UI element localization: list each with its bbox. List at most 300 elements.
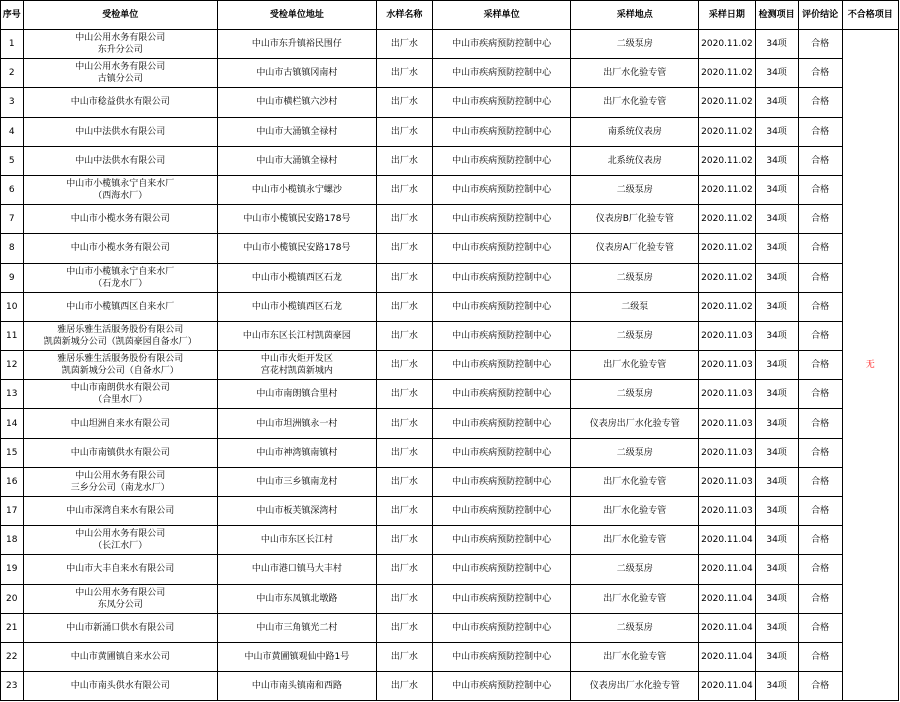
cell-seq: 15 (1, 438, 24, 467)
cell-address-line: 中山市坦洲镇永一村 (256, 418, 338, 429)
cell-date: 2020.11.02 (699, 146, 755, 175)
cell-location: 仪表房A厂化验专管 (571, 234, 699, 263)
cell-unit-line: 中山市黄圃镇自来水公司 (70, 652, 170, 663)
cell-sampler: 中山市疾病预防控制中心 (433, 409, 571, 438)
cell-unit (23, 467, 218, 496)
cell-seq: 11 (1, 321, 24, 350)
cell-sampler: 中山市疾病预防控制中心 (433, 380, 571, 409)
cell-unit-line: 中山市深湾自来水有限公司 (66, 506, 175, 517)
cell-result: 合格 (798, 497, 842, 526)
header-address: 受检单位地址 (218, 1, 377, 30)
cell-seq: 23 (1, 672, 24, 701)
cell-sampler: 中山市疾病预防控制中心 (433, 584, 571, 613)
cell-date: 2020.11.02 (699, 205, 755, 234)
cell-result: 合格 (798, 438, 842, 467)
cell-unit-line: 中山市新涌口供水有限公司 (66, 622, 175, 633)
table-header (1, 1, 899, 30)
cell-seq: 3 (1, 88, 24, 117)
cell-unit-line: 中山坦洲自来水有限公司 (70, 418, 170, 429)
cell-date: 2020.11.03 (699, 409, 755, 438)
cell-sample: 出厂水 (376, 59, 432, 88)
header-sampler: 采样单位 (433, 1, 571, 30)
cell-address (218, 175, 377, 204)
cell-result: 合格 (798, 175, 842, 204)
cell-seq: 10 (1, 292, 24, 321)
cell-location: 南系统仪表房 (571, 117, 699, 146)
table-row (1, 642, 899, 671)
cell-address (218, 292, 377, 321)
cell-sample: 出厂水 (376, 351, 432, 380)
cell-result: 合格 (798, 88, 842, 117)
table-body (1, 30, 899, 701)
cell-address-line: 宫花村凯茵新城内 (260, 366, 333, 377)
cell-sampler: 中山市疾病预防控制中心 (433, 146, 571, 175)
cell-unit (23, 30, 218, 59)
cell-items: 34项 (755, 292, 798, 321)
cell-unit-line: 古镇分公司 (97, 74, 143, 85)
cell-unit-line: 中山公用水务有限公司 (75, 33, 166, 44)
table-row (1, 555, 899, 584)
cell-address-line: 中山市东区长江村凯茵豪园 (242, 330, 351, 341)
cell-unit (23, 526, 218, 555)
cell-sample: 出厂水 (376, 30, 432, 59)
cell-seq: 1 (1, 30, 24, 59)
cell-address-line: 中山市小榄镇西区石龙 (251, 301, 342, 312)
cell-date: 2020.11.03 (699, 321, 755, 350)
cell-location: 出厂水化验专管 (571, 88, 699, 117)
table-row (1, 584, 899, 613)
cell-address (218, 117, 377, 146)
cell-result: 合格 (798, 292, 842, 321)
cell-location: 二级泵房 (571, 380, 699, 409)
table-row (1, 117, 899, 146)
cell-address-line: 中山市三乡镇南龙村 (256, 476, 338, 487)
cell-sampler: 中山市疾病预防控制中心 (433, 613, 571, 642)
cell-result: 合格 (798, 380, 842, 409)
cell-unit-line: 中山公用水务有限公司 (75, 470, 166, 481)
cell-address (218, 526, 377, 555)
cell-unit-line: 中山公用水务有限公司 (75, 587, 166, 598)
cell-date: 2020.11.02 (699, 175, 755, 204)
cell-unit (23, 613, 218, 642)
cell-unit-line: 中山市小榄水务有限公司 (70, 214, 170, 225)
cell-sampler: 中山市疾病预防控制中心 (433, 88, 571, 117)
cell-address (218, 146, 377, 175)
cell-seq: 7 (1, 205, 24, 234)
cell-unit (23, 351, 218, 380)
cell-seq: 17 (1, 497, 24, 526)
cell-sampler: 中山市疾病预防控制中心 (433, 175, 571, 204)
cell-items: 34项 (755, 642, 798, 671)
cell-date: 2020.11.03 (699, 380, 755, 409)
cell-sample: 出厂水 (376, 234, 432, 263)
table-row (1, 59, 899, 88)
cell-seq: 4 (1, 117, 24, 146)
cell-unit (23, 584, 218, 613)
cell-sampler: 中山市疾病预防控制中心 (433, 205, 571, 234)
cell-items: 34项 (755, 263, 798, 292)
table-row (1, 30, 899, 59)
cell-location: 出厂水化验专管 (571, 59, 699, 88)
cell-result: 合格 (798, 467, 842, 496)
cell-address-line: 中山市大涌镇全禄村 (256, 126, 338, 137)
cell-items: 34项 (755, 351, 798, 380)
cell-date: 2020.11.04 (699, 642, 755, 671)
cell-result: 合格 (798, 526, 842, 555)
cell-location: 出厂水化验专管 (571, 351, 699, 380)
cell-sampler: 中山市疾病预防控制中心 (433, 30, 571, 59)
cell-address (218, 497, 377, 526)
cell-unit (23, 117, 218, 146)
cell-address-line: 中山市东凤镇北墩路 (256, 593, 338, 604)
cell-items: 34项 (755, 175, 798, 204)
cell-date: 2020.11.02 (699, 117, 755, 146)
cell-unit-line: 中山市南头供水有限公司 (70, 681, 170, 692)
cell-sample: 出厂水 (376, 438, 432, 467)
cell-location: 二级泵房 (571, 321, 699, 350)
cell-sample: 出厂水 (376, 642, 432, 671)
cell-sampler: 中山市疾病预防控制中心 (433, 263, 571, 292)
cell-sample: 出厂水 (376, 117, 432, 146)
cell-unit-line: 中山市小榄水务有限公司 (70, 243, 170, 254)
cell-unit-line: 中山市小榄镇永宁自来水厂 (66, 179, 175, 190)
cell-address (218, 409, 377, 438)
cell-result: 合格 (798, 146, 842, 175)
cell-date: 2020.11.03 (699, 467, 755, 496)
cell-sample: 出厂水 (376, 613, 432, 642)
cell-seq: 8 (1, 234, 24, 263)
cell-sampler: 中山市疾病预防控制中心 (433, 351, 571, 380)
cell-location: 出厂水化验专管 (571, 642, 699, 671)
cell-unit-line: 雅居乐雅生活服务股份有限公司 (57, 354, 184, 365)
cell-unit (23, 497, 218, 526)
cell-sampler: 中山市疾病预防控制中心 (433, 59, 571, 88)
cell-address (218, 205, 377, 234)
cell-date: 2020.11.03 (699, 497, 755, 526)
cell-address (218, 672, 377, 701)
cell-location: 二级泵房 (571, 438, 699, 467)
cell-date: 2020.11.04 (699, 555, 755, 584)
header-fail: 不合格项目 (842, 1, 898, 30)
cell-unit-line: （西海水厂） (93, 191, 148, 202)
cell-sampler: 中山市疾病预防控制中心 (433, 555, 571, 584)
header-result: 评价结论 (798, 1, 842, 30)
cell-address (218, 88, 377, 117)
cell-unit-line: 中山市南朗供水有限公司 (70, 383, 170, 394)
cell-seq: 13 (1, 380, 24, 409)
cell-items: 34项 (755, 205, 798, 234)
cell-address-line: 中山市东升镇裕民围仔 (251, 39, 342, 50)
header-sample: 水样名称 (376, 1, 432, 30)
cell-address-line: 中山市古镇镇冈南村 (256, 68, 338, 79)
cell-unit-line: 雅居乐雅生活服务股份有限公司 (57, 324, 184, 335)
cell-date: 2020.11.04 (699, 672, 755, 701)
table-row (1, 613, 899, 642)
cell-items: 34项 (755, 409, 798, 438)
cell-unit (23, 175, 218, 204)
cell-location: 出厂水化验专管 (571, 526, 699, 555)
cell-unit-line: 中山市南镇供水有限公司 (70, 447, 170, 458)
cell-address (218, 380, 377, 409)
cell-address-line: 中山市小榄镇永宁螺沙 (251, 185, 342, 196)
cell-sample: 出厂水 (376, 292, 432, 321)
cell-unit (23, 205, 218, 234)
cell-unit-line: 中山中法供水有限公司 (75, 155, 166, 166)
table-row (1, 88, 899, 117)
cell-seq: 9 (1, 263, 24, 292)
cell-unit-line: 中山市大丰自来水有限公司 (66, 564, 175, 575)
table-row (1, 234, 899, 263)
cell-address (218, 351, 377, 380)
cell-location: 仪表房出厂水化验专管 (571, 409, 699, 438)
table-row (1, 409, 899, 438)
header-unit: 受检单位 (23, 1, 218, 30)
cell-items: 34项 (755, 30, 798, 59)
cell-result: 合格 (798, 59, 842, 88)
cell-date: 2020.11.02 (699, 88, 755, 117)
cell-unit (23, 146, 218, 175)
cell-location: 二级泵 (571, 292, 699, 321)
cell-unit (23, 380, 218, 409)
cell-address (218, 234, 377, 263)
cell-sample: 出厂水 (376, 175, 432, 204)
cell-sample: 出厂水 (376, 205, 432, 234)
cell-date: 2020.11.04 (699, 526, 755, 555)
cell-sample: 出厂水 (376, 146, 432, 175)
cell-result: 合格 (798, 555, 842, 584)
cell-address-line: 中山市火炬开发区 (260, 354, 333, 365)
cell-sampler: 中山市疾病预防控制中心 (433, 497, 571, 526)
cell-items: 34项 (755, 380, 798, 409)
cell-unit-line: 东升分公司 (97, 45, 143, 56)
cell-unit (23, 642, 218, 671)
cell-location: 二级泵房 (571, 555, 699, 584)
cell-address-line: 中山市南朗镇合里村 (256, 389, 338, 400)
cell-result: 合格 (798, 672, 842, 701)
cell-unit (23, 672, 218, 701)
cell-result: 合格 (798, 234, 842, 263)
cell-date: 2020.11.02 (699, 292, 755, 321)
cell-items: 34项 (755, 234, 798, 263)
cell-address-line: 中山市南头镇南和西路 (251, 681, 342, 692)
cell-location: 二级泵房 (571, 613, 699, 642)
cell-date: 2020.11.03 (699, 351, 755, 380)
cell-unit-line: 东凤分公司 (97, 599, 143, 610)
cell-result: 合格 (798, 613, 842, 642)
table-row (1, 321, 899, 350)
cell-unit-line: 三乡分公司（南龙水厂） (70, 482, 170, 493)
cell-unit-line: 中山公用水务有限公司 (75, 529, 166, 540)
cell-sample: 出厂水 (376, 526, 432, 555)
cell-items: 34项 (755, 672, 798, 701)
cell-sample: 出厂水 (376, 584, 432, 613)
cell-address-line: 中山市小榄镇民安路178号 (243, 214, 351, 225)
cell-unit (23, 438, 218, 467)
header-date: 采样日期 (699, 1, 755, 30)
cell-date: 2020.11.02 (699, 30, 755, 59)
cell-date: 2020.11.02 (699, 263, 755, 292)
cell-address (218, 438, 377, 467)
cell-result: 合格 (798, 409, 842, 438)
cell-unit-line: 中山市稔益供水有限公司 (70, 97, 170, 108)
header-items: 检测项目 (755, 1, 798, 30)
cell-date: 2020.11.04 (699, 584, 755, 613)
table-row (1, 175, 899, 204)
cell-sampler: 中山市疾病预防控制中心 (433, 438, 571, 467)
cell-items: 34项 (755, 467, 798, 496)
cell-sample: 出厂水 (376, 380, 432, 409)
cell-address-line: 中山市大涌镇全禄村 (256, 155, 338, 166)
cell-items: 34项 (755, 146, 798, 175)
cell-items: 34项 (755, 88, 798, 117)
cell-location: 出厂水化验专管 (571, 584, 699, 613)
cell-unit-line: 中山市小榄镇永宁自来水厂 (66, 266, 175, 277)
cell-location: 仪表房B厂化验专管 (571, 205, 699, 234)
cell-seq: 20 (1, 584, 24, 613)
cell-address-line: 中山市港口镇马大丰村 (251, 564, 342, 575)
cell-address (218, 59, 377, 88)
cell-items: 34项 (755, 555, 798, 584)
cell-seq: 21 (1, 613, 24, 642)
cell-sampler: 中山市疾病预防控制中心 (433, 234, 571, 263)
cell-location: 二级泵房 (571, 30, 699, 59)
cell-unit (23, 263, 218, 292)
cell-seq: 19 (1, 555, 24, 584)
cell-sampler: 中山市疾病预防控制中心 (433, 526, 571, 555)
cell-sampler: 中山市疾病预防控制中心 (433, 117, 571, 146)
cell-address (218, 555, 377, 584)
cell-address-line: 中山市三角镇光二村 (256, 622, 338, 633)
cell-items: 34项 (755, 117, 798, 146)
cell-unit-line: （长江水厂） (93, 541, 148, 552)
cell-address (218, 30, 377, 59)
cell-seq: 22 (1, 642, 24, 671)
cell-items: 34项 (755, 321, 798, 350)
cell-date: 2020.11.02 (699, 59, 755, 88)
cell-sample: 出厂水 (376, 409, 432, 438)
cell-seq: 6 (1, 175, 24, 204)
cell-result: 合格 (798, 117, 842, 146)
table-row (1, 438, 899, 467)
cell-sample: 出厂水 (376, 497, 432, 526)
table-row (1, 292, 899, 321)
cell-unit (23, 292, 218, 321)
cell-address-line: 中山市神湾镇南镇村 (256, 447, 338, 458)
cell-seq: 14 (1, 409, 24, 438)
cell-sample: 出厂水 (376, 467, 432, 496)
cell-unit-line: 中山中法供水有限公司 (75, 126, 166, 137)
cell-address-line: 中山市板芙镇深湾村 (256, 506, 338, 517)
cell-result: 合格 (798, 584, 842, 613)
cell-date: 2020.11.02 (699, 234, 755, 263)
table-row (1, 672, 899, 701)
cell-address-line: 中山市横栏镇六沙村 (256, 97, 338, 108)
cell-unit (23, 555, 218, 584)
cell-unit-line: （石龙水厂） (93, 278, 148, 289)
cell-date: 2020.11.03 (699, 438, 755, 467)
cell-location: 二级泵房 (571, 175, 699, 204)
cell-unit-line: 中山公用水务有限公司 (75, 62, 166, 73)
cell-sampler: 中山市疾病预防控制中心 (433, 642, 571, 671)
cell-location: 仪表房出厂水化验专管 (571, 672, 699, 701)
cell-address (218, 467, 377, 496)
cell-address-line: 中山市小榄镇民安路178号 (243, 243, 351, 254)
cell-unit (23, 409, 218, 438)
cell-sampler: 中山市疾病预防控制中心 (433, 467, 571, 496)
header-seq: 序号 (1, 1, 24, 30)
cell-seq: 2 (1, 59, 24, 88)
cell-location: 二级泵房 (571, 263, 699, 292)
table-row (1, 380, 899, 409)
cell-address-line: 中山市东区长江村 (260, 535, 333, 546)
cell-unit (23, 59, 218, 88)
table-row (1, 146, 899, 175)
cell-sample: 出厂水 (376, 672, 432, 701)
cell-seq: 16 (1, 467, 24, 496)
table-row (1, 497, 899, 526)
cell-address-line: 中山市黄圃镇观仙中路1号 (244, 652, 350, 663)
cell-date: 2020.11.04 (699, 613, 755, 642)
cell-seq: 18 (1, 526, 24, 555)
cell-result: 合格 (798, 642, 842, 671)
cell-result: 合格 (798, 205, 842, 234)
cell-location: 北系统仪表房 (571, 146, 699, 175)
cell-sampler: 中山市疾病预防控制中心 (433, 672, 571, 701)
cell-items: 34项 (755, 584, 798, 613)
cell-items: 34项 (755, 59, 798, 88)
cell-fail-merged: 无 (842, 30, 898, 701)
cell-result: 合格 (798, 351, 842, 380)
cell-items: 34项 (755, 613, 798, 642)
table-row (1, 205, 899, 234)
cell-unit (23, 234, 218, 263)
cell-location: 出厂水化验专管 (571, 497, 699, 526)
cell-unit-line: （合里水厂） (93, 395, 148, 406)
cell-address (218, 584, 377, 613)
cell-result: 合格 (798, 321, 842, 350)
cell-sample: 出厂水 (376, 88, 432, 117)
cell-sample: 出厂水 (376, 263, 432, 292)
cell-location: 出厂水化验专管 (571, 467, 699, 496)
cell-address (218, 642, 377, 671)
cell-sampler: 中山市疾病预防控制中心 (433, 321, 571, 350)
cell-address (218, 263, 377, 292)
cell-unit (23, 321, 218, 350)
cell-unit-line: 凯茵新城分公司（自备水厂） (61, 366, 179, 377)
cell-result: 合格 (798, 263, 842, 292)
cell-items: 34项 (755, 497, 798, 526)
cell-items: 34项 (755, 526, 798, 555)
cell-address (218, 321, 377, 350)
cell-sample: 出厂水 (376, 555, 432, 584)
header-location: 采样地点 (571, 1, 699, 30)
table-row (1, 467, 899, 496)
cell-address (218, 613, 377, 642)
table-row (1, 526, 899, 555)
cell-unit-line: 中山市小榄镇西区自来水厂 (66, 301, 175, 312)
cell-result: 合格 (798, 30, 842, 59)
table-row (1, 263, 899, 292)
cell-sample: 出厂水 (376, 321, 432, 350)
cell-unit-line: 凯茵新城分公司（凯茵豪园自备水厂） (43, 336, 197, 347)
table-row (1, 351, 899, 380)
cell-address-line: 中山市小榄镇西区石龙 (251, 272, 342, 283)
cell-seq: 12 (1, 351, 24, 380)
cell-unit (23, 88, 218, 117)
cell-items: 34项 (755, 438, 798, 467)
cell-seq: 5 (1, 146, 24, 175)
cell-sampler: 中山市疾病预防控制中心 (433, 292, 571, 321)
